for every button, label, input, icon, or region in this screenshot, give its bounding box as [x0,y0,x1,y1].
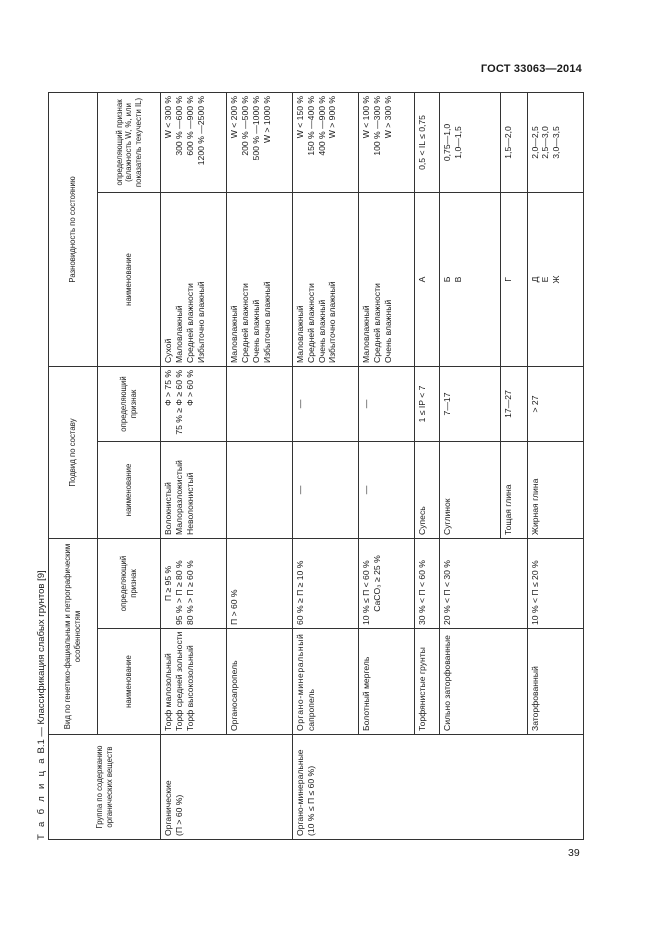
table-caption-title: В.1 — Классификация слабых грунтов [9] [36,570,47,754]
table-caption [36,570,47,840]
peat-subtype-feature: 75 % ≥ Ф ≥ 60 % [174,369,185,435]
peat-subtype: Малоразложистый [174,460,185,535]
document-code: ГОСТ 33063—2014 [480,63,582,75]
bog-marl-type-features [359,538,415,628]
bog-marl-variety-feature: 100 % —300 % [371,95,382,156]
strong-peat-type-cont [500,629,527,735]
table-row [227,92,293,839]
peated-variety: Е [540,276,551,283]
peated-type: Заторфованный [527,629,583,735]
group-organic-condition: (П > 60 %) [174,794,185,836]
mineral-sapropel-variety-feature: 150 % —400 % [306,95,316,156]
orgsapropel-subtype-feature [227,366,293,441]
peat-variety-feature: 600 % —900 % [184,95,195,156]
orgsapropel-variety-feature: W > 1000 % [261,95,272,144]
mineral-sapropel-variety: Избыточно влажный [327,281,338,363]
peat-variety: Маловлажный [174,305,185,363]
peat-subtype-feature: Ф > 75 % [163,369,174,406]
peat-subtype: Неволокнистый [184,472,195,535]
peat-type-feature: П ≥ 95 % [163,565,174,602]
strong-peat-subtype: Суглинок [439,441,500,538]
mineral-sapropel-variety-feature: 400 % —900 % [316,95,327,156]
peated-type-feature: 10 % < П ≤ 20 % [527,538,583,628]
bog-marl-subtype-feature: — [359,366,415,441]
peated-subtype: Жирная глина [527,441,583,538]
bog-marl-variety-features [359,92,415,192]
lean-clay-variety: Г [500,192,527,366]
peaty-type-feature: 30 % < П < 60 % [415,538,439,628]
orgsapropel-type-feature: П > 60 % [227,538,293,628]
orgsapropel-variety-feature: 500 % —1000 % [250,95,261,161]
table-caption-prefix: Т а б л и ц а [36,756,47,840]
header-variety-feature: определяющий признак (влажность W, %, или показатель текучести IL) [97,92,161,192]
peated-variety-feature: 2,0—2,5 [529,126,540,159]
peat-type-features [161,538,227,628]
bog-marl-variety: Маловлажный [361,305,372,363]
mineral-sapropel-type [293,629,359,735]
bog-marl-subtype: — [359,441,415,538]
table-row [293,92,359,839]
orgsapropel-variety-features [227,92,293,192]
mineral-sapropel-variety: Средней влажности [306,283,316,363]
table-row [527,92,583,839]
header-group: Группа по содержанию органических веществ [49,735,161,840]
peat-variety-feature: 1200 % —2500 % [195,95,206,166]
peat-type: Торф малозольный [163,653,174,731]
bog-marl-type-feature: CaCO₃ ≥ 25 % [371,555,382,612]
bog-marl-variety-feature: W > 300 % [382,95,393,139]
mineral-sapropel-variety: Маловлажный [295,305,306,363]
strong-peat-varieties [439,192,500,366]
mineral-sapropel-varieties [293,192,359,366]
mineral-sapropel-variety-feature: W > 900 % [327,95,338,139]
peaty-variety-feature: 0,5 < IL ≤ 0,75 [415,92,439,192]
peated-variety: Д [529,276,540,283]
orgsapropel-variety-feature: 200 % —500 % [240,95,251,156]
peat-type: Торф средней зольности [174,631,185,731]
bog-marl-type: Болотный мергель [359,629,415,735]
bog-marl-varieties [359,192,415,366]
group-mineral-name: Органо-минеральные [295,749,306,836]
peaty-subtype: Супесь [415,441,439,538]
peated-subtype-feature: > 27 [527,366,583,441]
peated-variety: Ж [551,275,562,284]
table-row [500,92,527,839]
orgsapropel-type: Органосапропель [227,629,293,735]
peat-variety: Избыточно влажный [195,281,206,363]
mineral-sapropel-variety: Очень влажный [316,299,327,363]
peated-variety-features [527,92,583,192]
mineral-sapropel-type-line: Органо-минеральный [295,633,306,731]
orgsapropel-varieties [227,192,293,366]
peat-subtype-features [161,366,227,441]
peat-variety-feature: W < 300 % [163,95,174,139]
mineral-sapropel-type-feature: 60 % ≥ П ≥ 10 % [293,538,359,628]
orgsapropel-variety: Средней влажности [240,283,251,363]
bog-marl-type-feature: 10 % ≤ П < 60 % [361,560,372,625]
page-number: 39 [568,847,580,859]
mineral-sapropel-subtype: — [293,441,359,538]
table-row [161,92,227,839]
rotated-table-block [36,93,586,840]
peated-variety-feature: 2,5—3,0 [540,126,551,159]
strong-peat-type: Сильно заторфованные [439,629,500,735]
group-mineral-condition: (10 % ≤ П ≤ 60 %) [306,765,316,836]
header-type-name: наименование [97,629,161,735]
lean-clay-subtype-feature: 17—27 [500,366,527,441]
bog-marl-variety: Очень влажный [382,299,393,363]
strong-peat-variety: В [452,276,463,283]
strong-peat-subtype-feature: 7—17 [439,366,500,441]
peaty-type: Торфянистые грунты [415,629,439,735]
peaty-variety: А [415,192,439,366]
strong-peat-variety-feature: 1,0—1,5 [452,126,463,159]
orgsapropel-variety: Маловлажный [229,305,240,363]
peat-type: Торф высокозольный [184,645,195,731]
lean-clay-variety-feature: 1,5—2,0 [500,92,527,192]
peat-subtypes [161,441,227,538]
peat-variety-feature: 300 % —600 % [174,95,185,156]
peat-types [161,629,227,735]
peat-variety: Средней влажности [184,283,195,363]
header-type-feature: определяющий признак [97,538,161,628]
strong-peat-variety-features [439,92,500,192]
header-subtype-name: наименование [97,441,161,538]
peat-subtype: Волокнистый [163,482,174,535]
header-variety-name: наименование [97,192,161,366]
peat-varieties [161,192,227,366]
lean-clay-subtype: Тощая глина [500,441,527,538]
peat-subtype-feature: Ф > 60 % [184,369,195,406]
group-organic-name: Органические [163,780,174,836]
peaty-subtype-feature: 1 ≤ IP < 7 [415,366,439,441]
orgsapropel-variety: Избыточно влажный [261,281,272,363]
table-row [439,92,500,839]
soil-classification-table [48,92,584,840]
header-subtype-group: Подвид по составу [49,366,98,538]
bog-marl-variety-feature: W < 100 % [361,95,372,139]
table-row [359,92,415,839]
peat-type-feature: 80 % > П ≥ 60 % [184,560,195,625]
mineral-sapropel-subtype-feature: — [293,366,359,441]
group-mineral [293,735,584,840]
mineral-sapropel-variety-features [293,92,359,192]
bog-marl-variety: Средней влажности [371,283,382,363]
strong-peat-type-feature: 20 % < П < 30 % [439,538,500,628]
mineral-sapropel-type-line: сапропель [306,689,316,731]
orgsapropel-subtype [227,441,293,538]
orgsapropel-variety: Очень влажный [250,299,261,363]
strong-peat-variety-feature: 0,75—1,0 [441,123,452,162]
peated-variety-feature: 3,0—3,5 [551,126,562,159]
peated-varieties [527,192,583,366]
peat-type-feature: 95 % > П ≥ 80 % [174,560,185,625]
peat-variety: Сухой [163,338,174,363]
strong-peat-variety: Б [441,276,452,283]
header-type-group: Вид по генетико-фациальным и петрографическим особенностям [49,538,98,734]
table-row [415,92,439,839]
header-subtype-feature: определяющий признак [97,366,161,441]
strong-peat-type-feature-cont [500,538,527,628]
group-organic [161,735,293,840]
mineral-sapropel-variety-feature: W < 150 % [295,95,306,139]
peat-variety-features [161,92,227,192]
orgsapropel-variety-feature: W < 200 % [229,95,240,139]
header-variety-group: Разновидность по состоянию [49,92,98,366]
